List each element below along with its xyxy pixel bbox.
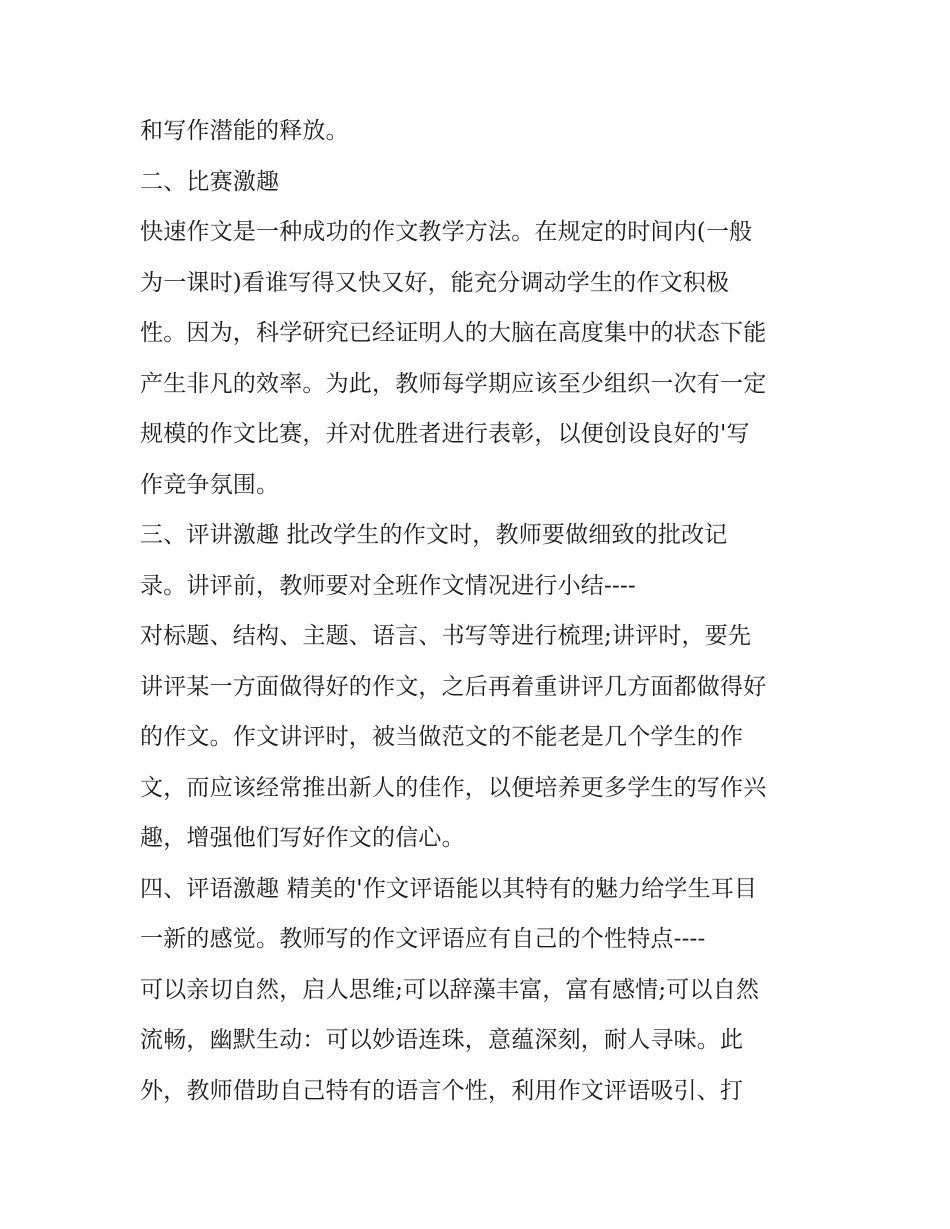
text-line: 性。因为，科学研究已经证明人的大脑在高度集中的状态下能 [140,320,767,346]
text-line: 一新的感觉。教师写的作文评语应有自己的个性特点---- [140,926,706,952]
text-line: 外，教师借助自己特有的语言个性，利用作文评语吸引、打 [140,1077,744,1104]
text-line: 的作文。作文讲评时，被当做范文的不能老是几个学生的作 [140,724,744,750]
text-line: 可以亲切自然，启人思维;可以辞藻丰富，富有感情;可以自然 [140,976,760,1003]
text-line: 流畅，幽默生动：可以妙语连珠，意蕴深刻，耐人寻味。此 [140,1027,744,1053]
text-line: 对标题、结构、主题、语言、书写等进行梳理;讲评时，要先 [140,623,752,649]
text-line: 快速作文是一种成功的作文教学方法。在规定的时间内(一般 [140,219,753,245]
text-line: 文，而应该经常推出新人的佳作，以便培养更多学生的写作兴 [140,774,767,801]
text-line: 规模的作文比赛，并对优胜者进行表彰，以便创设良好的'写 [140,421,750,447]
text-line: 产生非凡的效率。为此，教师每学期应该至少组织一次有一定 [140,370,767,397]
text-line: 作竞争氛围。 [140,471,280,498]
text-line: 讲评某一方面做得好的作文，之后再着重讲评几方面都做得好 [140,673,767,700]
section-heading: 二、比赛激趣 [140,168,280,195]
section-heading: 四、评语激趣 精美的'作文评语能以其特有的魅力给学生耳目 [140,875,758,902]
text-line: 和写作潜能的释放。 [140,118,349,144]
text-line: 录。讲评前，教师要对全班作文情况进行小结---- [140,572,636,599]
section-heading: 三、评讲激趣 批改学生的作文时，教师要做细致的批改记 [140,522,728,548]
text-line: 为一课时)看谁写得又快又好，能充分调动学生的作文积极 [140,269,730,296]
document-body [140,106,830,1116]
text-line: 趣，增强他们写好作文的信心。 [140,825,465,851]
